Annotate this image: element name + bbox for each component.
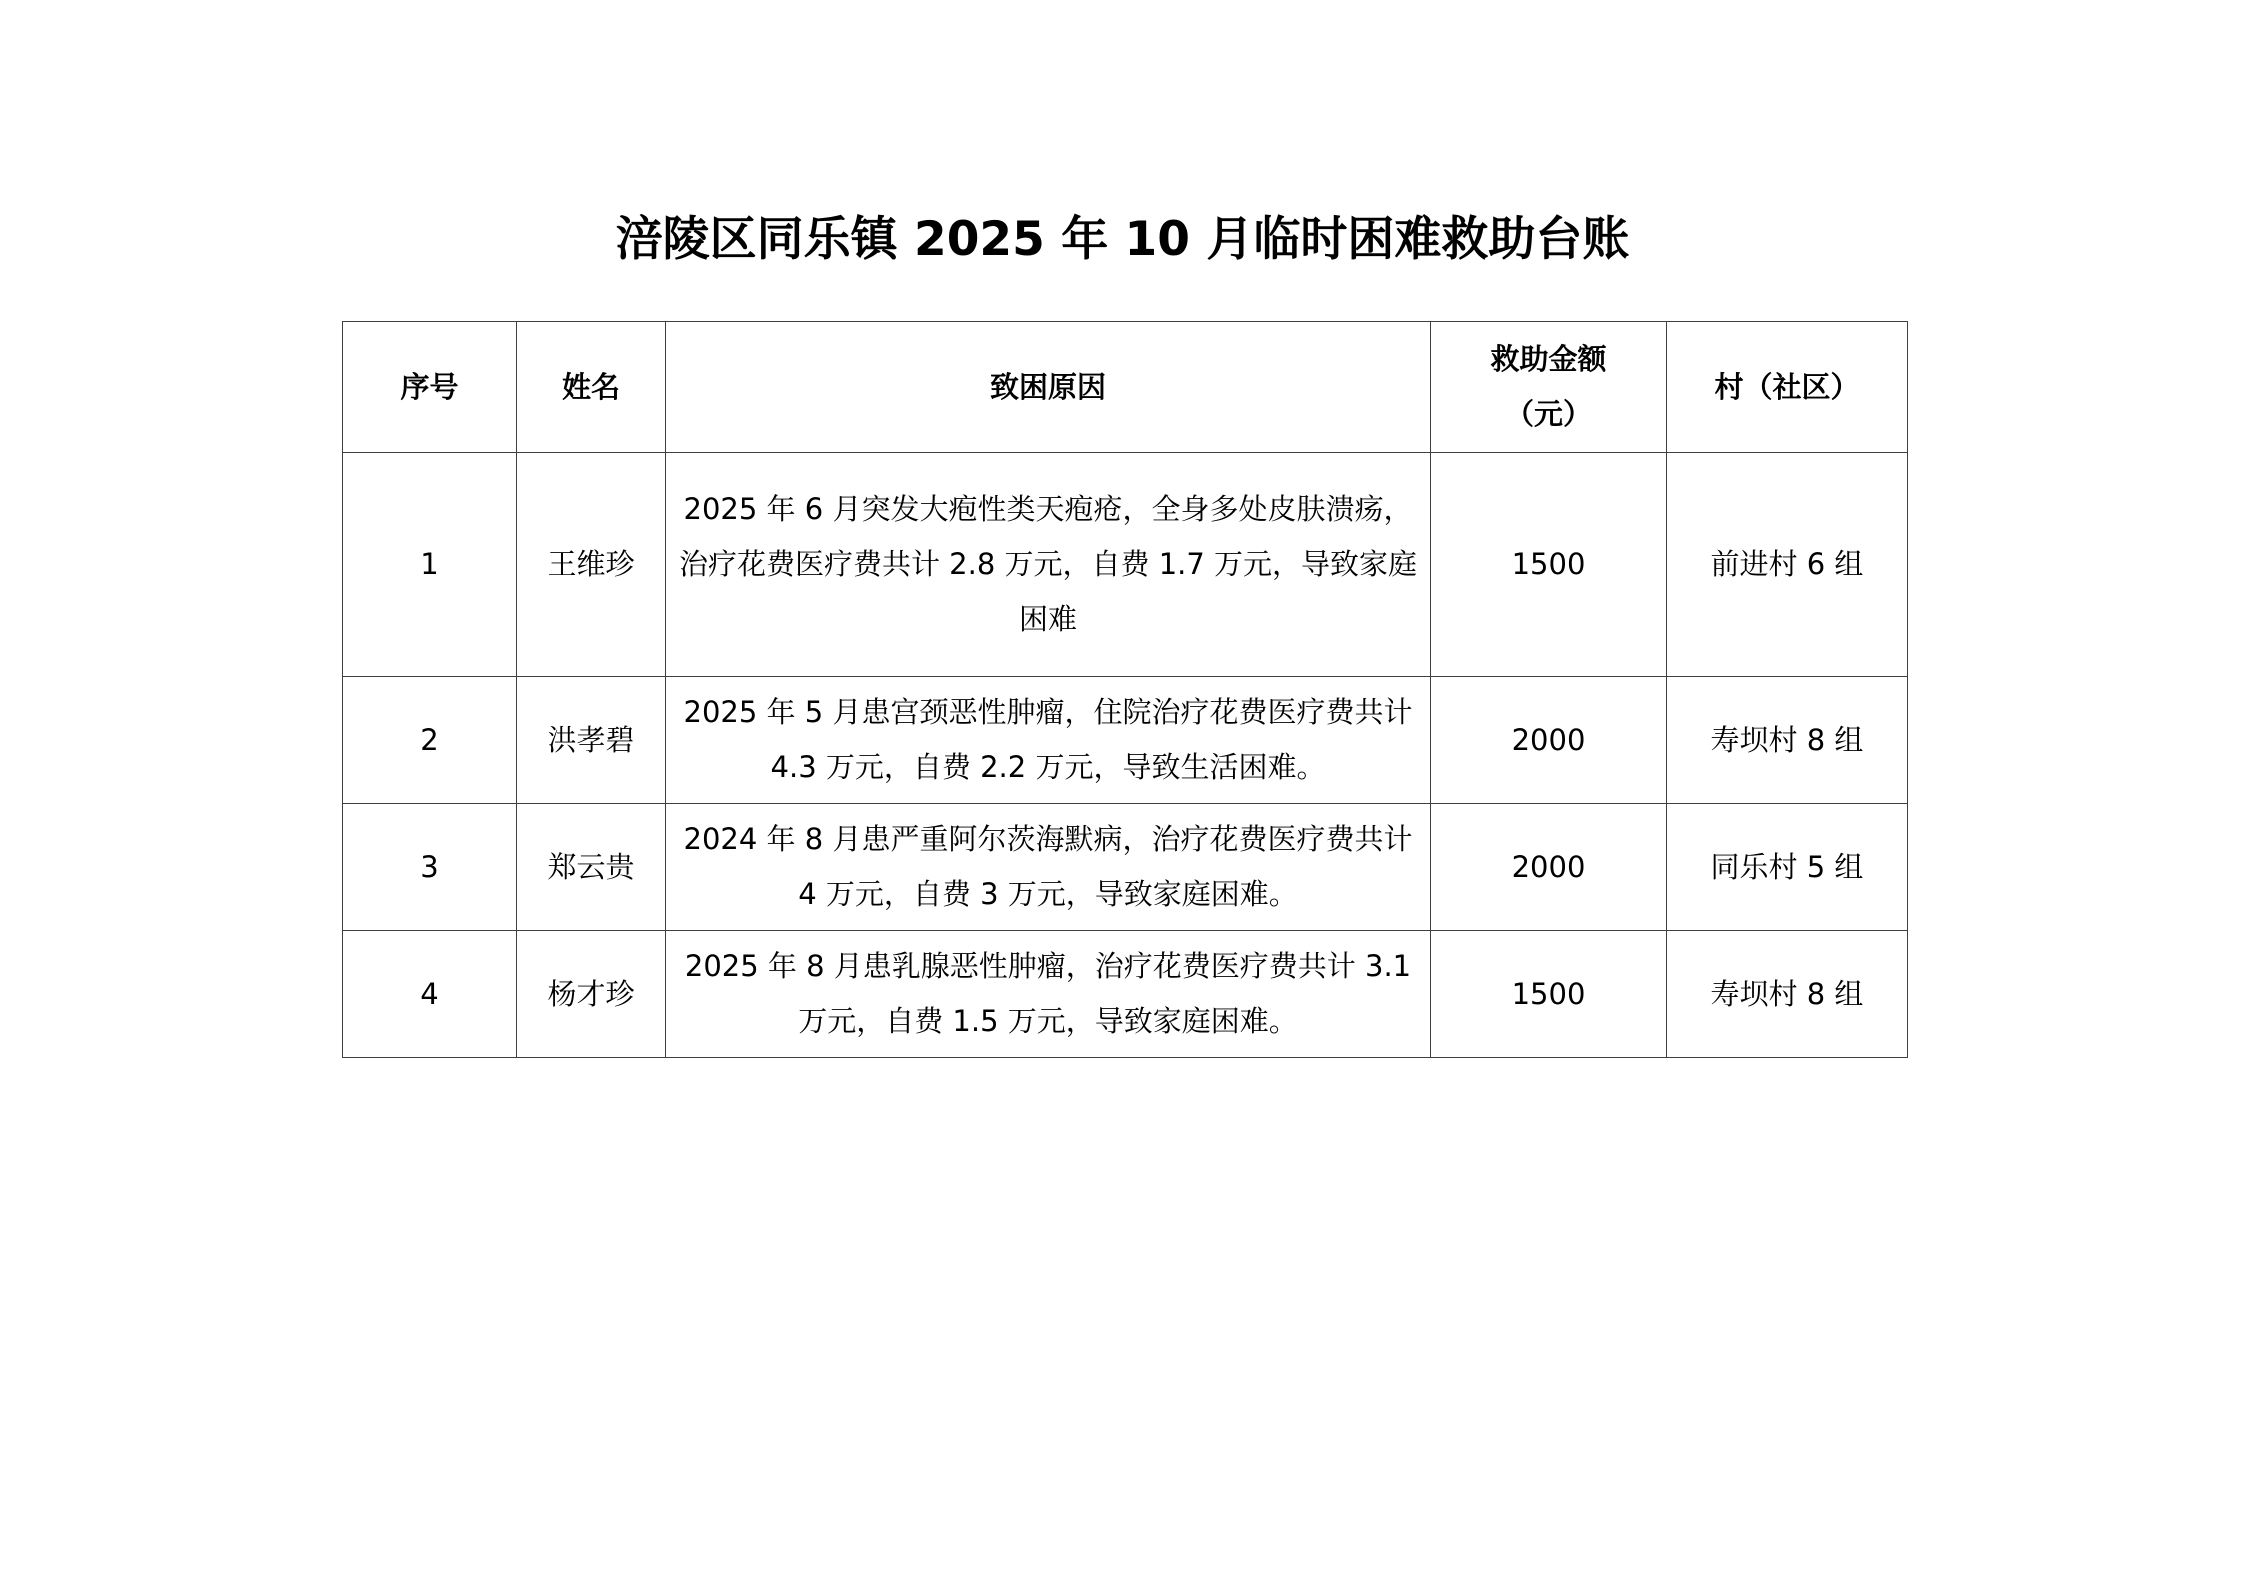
cell-name: 杨才珍 [517,931,666,1058]
cell-name: 郑云贵 [517,804,666,931]
cell-name: 王维珍 [517,453,666,677]
cell-amount: 1500 [1431,931,1667,1058]
cell-index: 3 [343,804,517,931]
cell-village: 同乐村 5 组 [1667,804,1908,931]
cell-reason: 2025 年 8 月患乳腺恶性肿瘤，治疗花费医疗费共计 3.1 万元，自费 1.5 万元，导致家庭困难。 [666,931,1431,1058]
cell-name: 洪孝碧 [517,677,666,804]
header-name: 姓名 [517,322,666,453]
table-row [343,453,1908,677]
page-title: 涪陵区同乐镇 2025 年 10 月临时困难救助台账 [615,212,1630,267]
header-amount-unit: （元） [1504,397,1592,431]
cell-index: 2 [343,677,517,804]
cell-village: 寿坝村 8 组 [1667,931,1908,1058]
cell-amount: 1500 [1431,453,1667,677]
cell-village: 前进村 6 组 [1667,453,1908,677]
cell-reason: 2024 年 8 月患严重阿尔茨海默病，治疗花费医疗费共计 4 万元，自费 3 万元，导致家庭困难。 [666,804,1431,931]
header-village: 村（社区） [1667,322,1908,453]
cell-amount: 2000 [1431,677,1667,804]
header-amount [1431,322,1667,453]
table-row [343,804,1908,931]
table-header-row [343,322,1908,453]
header-reason: 致困原因 [666,322,1431,453]
cell-reason: 2025 年 5 月患宫颈恶性肿瘤，住院治疗花费医疗费共计 4.3 万元，自费 2.2 万元，导致生活困难。 [666,677,1431,804]
cell-index: 4 [343,931,517,1058]
cell-index: 1 [343,453,517,677]
cell-village: 寿坝村 8 组 [1667,677,1908,804]
table-row [343,677,1908,804]
relief-ledger-table [342,321,1908,1058]
cell-amount: 2000 [1431,804,1667,931]
header-index: 序号 [343,322,517,453]
table-row [343,931,1908,1058]
cell-reason: 2025 年 6 月突发大疱性类天疱疮，全身多处皮肤溃疡，治疗花费医疗费共计 2.8 万元，自费 1.7 万元，导致家庭困难 [666,453,1431,677]
header-amount-label: 救助金额 [1490,342,1607,376]
